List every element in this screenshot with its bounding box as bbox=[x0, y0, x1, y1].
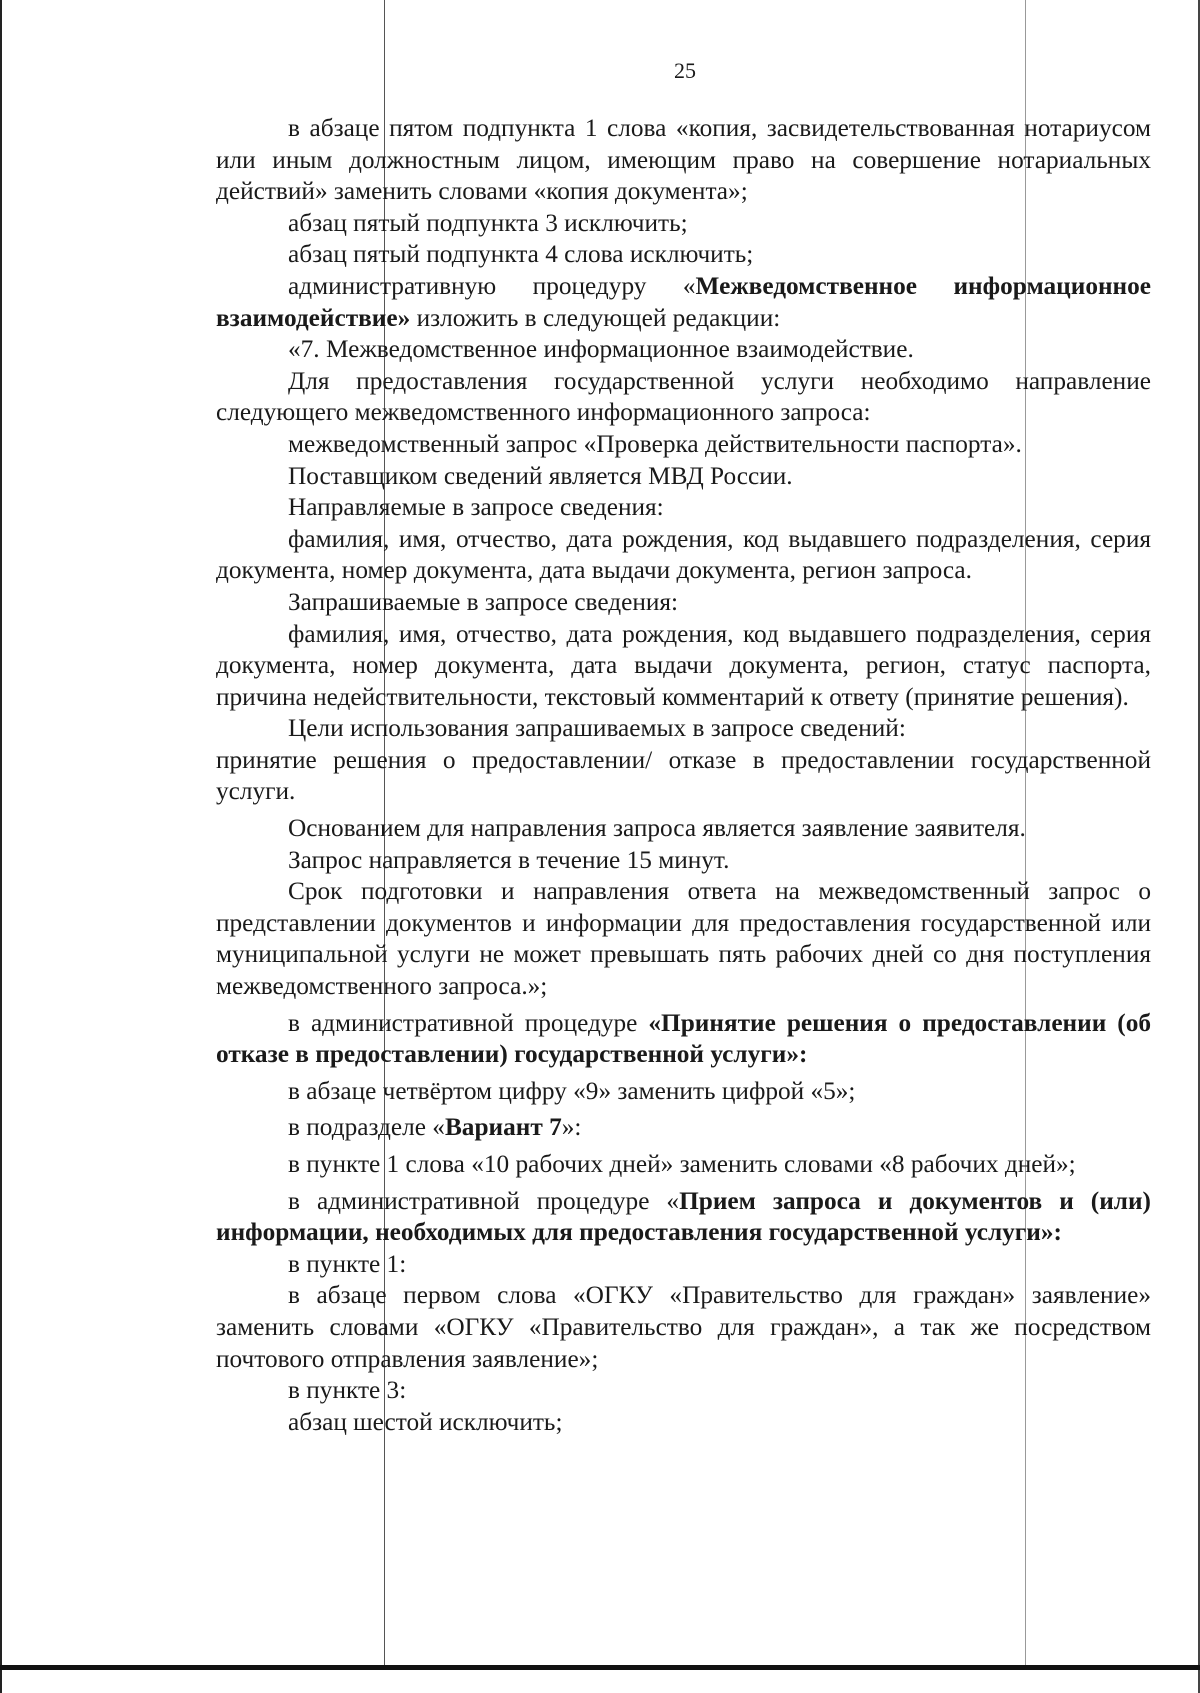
paragraph-text: изложить в следующей редакции: bbox=[410, 303, 781, 332]
paragraph-text: »: bbox=[561, 1113, 582, 1142]
paragraph: межведомственный запрос «Проверка действительности паспорта». bbox=[288, 429, 1022, 458]
paragraph: абзац шестой исключить; bbox=[288, 1407, 563, 1436]
paragraph bbox=[216, 1008, 1151, 1071]
procedure-title-bold: Прием запроса и документов и (или) информации, необходимых для предоставления государственной услуги»: bbox=[216, 1186, 1151, 1247]
scan-edge-left bbox=[0, 0, 2, 1693]
paragraph: Направляемые в запросе сведения: bbox=[288, 493, 664, 522]
paragraph-text: административную процедуру « bbox=[288, 271, 696, 300]
paragraph: в абзаце пятом подпункта 1 слова «копия, засвидетельствованная нотариусом или иным должностным лицом, имеющим право на совершение нотариальных действий» заменить словами «копия документа»; bbox=[216, 114, 1151, 206]
paragraph bbox=[216, 271, 1151, 334]
paragraph: в пункте 3: bbox=[288, 1376, 407, 1405]
paragraph: Срок подготовки и направления ответа на межведомственный запрос о представлении документов и информации для предоставления государственной или муниципальной услуги не может превышать пять рабочих дней со дня поступления межведомственного запроса.»; bbox=[216, 877, 1151, 1001]
scan-edge-bottom bbox=[0, 1665, 1200, 1670]
paragraph: в пункте 1 слова «10 рабочих дней» заменить словами «8 рабочих дней»; bbox=[288, 1150, 1076, 1178]
paragraph: абзац пятый подпункта 3 исключить; bbox=[288, 208, 688, 237]
document-body bbox=[216, 113, 1151, 1438]
paragraph bbox=[216, 1186, 1151, 1249]
paragraph: Поставщиком сведений является МВД России. bbox=[288, 461, 793, 490]
paragraph: принятие решения о предоставлении/ отказе в предоставлении государственной услуги. bbox=[216, 745, 1151, 806]
page-number: 25 bbox=[674, 58, 696, 83]
paragraph: абзац пятый подпункта 4 слова исключить; bbox=[288, 240, 754, 269]
paragraph: «7. Межведомственное информационное взаимодействие. bbox=[288, 335, 914, 364]
procedure-title-bold: «Принятие решения о предоставлении (об отказе в предоставлении) государственной услуги»: bbox=[216, 1008, 1151, 1069]
paragraph-text: в административной процедуре bbox=[288, 1008, 649, 1037]
paragraph: Основанием для направления запроса является заявление заявителя. bbox=[288, 814, 1026, 843]
paragraph: в абзаце первом слова «ОГКУ «Правительство для граждан» заявление» заменить словами «ОГКУ «Правительство для граждан», а так же посредством почтового отправления заявление»; bbox=[216, 1281, 1151, 1373]
paragraph: в абзаце четвёртом цифру «9» заменить цифрой «5»; bbox=[288, 1076, 856, 1105]
paragraph: Цели использования запрашиваемых в запросе сведений: bbox=[288, 714, 906, 743]
paragraph: Запрос направляется в течение 15 минут. bbox=[288, 845, 730, 874]
paragraph: в пункте 1: bbox=[288, 1249, 407, 1278]
paragraph bbox=[216, 1112, 1151, 1144]
paragraph: Для предоставления государственной услуги необходимо направление следующего межведомственного информационного запроса: bbox=[216, 366, 1151, 427]
paragraph-text: в административной процедуре « bbox=[288, 1186, 680, 1215]
paragraph: фамилия, имя, отчество, дата рождения, код выдавшего подразделения, серия документа, номер документа, дата выдачи документа, регион, статус паспорта, причина недействительности, текстовый комментарий к ответу (принятие решения). bbox=[216, 619, 1151, 711]
paragraph: фамилия, имя, отчество, дата рождения, код выдавшего подразделения, серия документа, номер документа, дата выдачи документа, регион запроса. bbox=[216, 524, 1151, 585]
paragraph-text: в подразделе « bbox=[288, 1113, 445, 1142]
subsection-title-bold: Вариант 7 bbox=[444, 1113, 562, 1142]
procedure-title-bold: Межведомственное информационное взаимодействие» bbox=[216, 271, 1151, 332]
paragraph: Запрашиваемые в запросе сведения: bbox=[288, 587, 679, 616]
